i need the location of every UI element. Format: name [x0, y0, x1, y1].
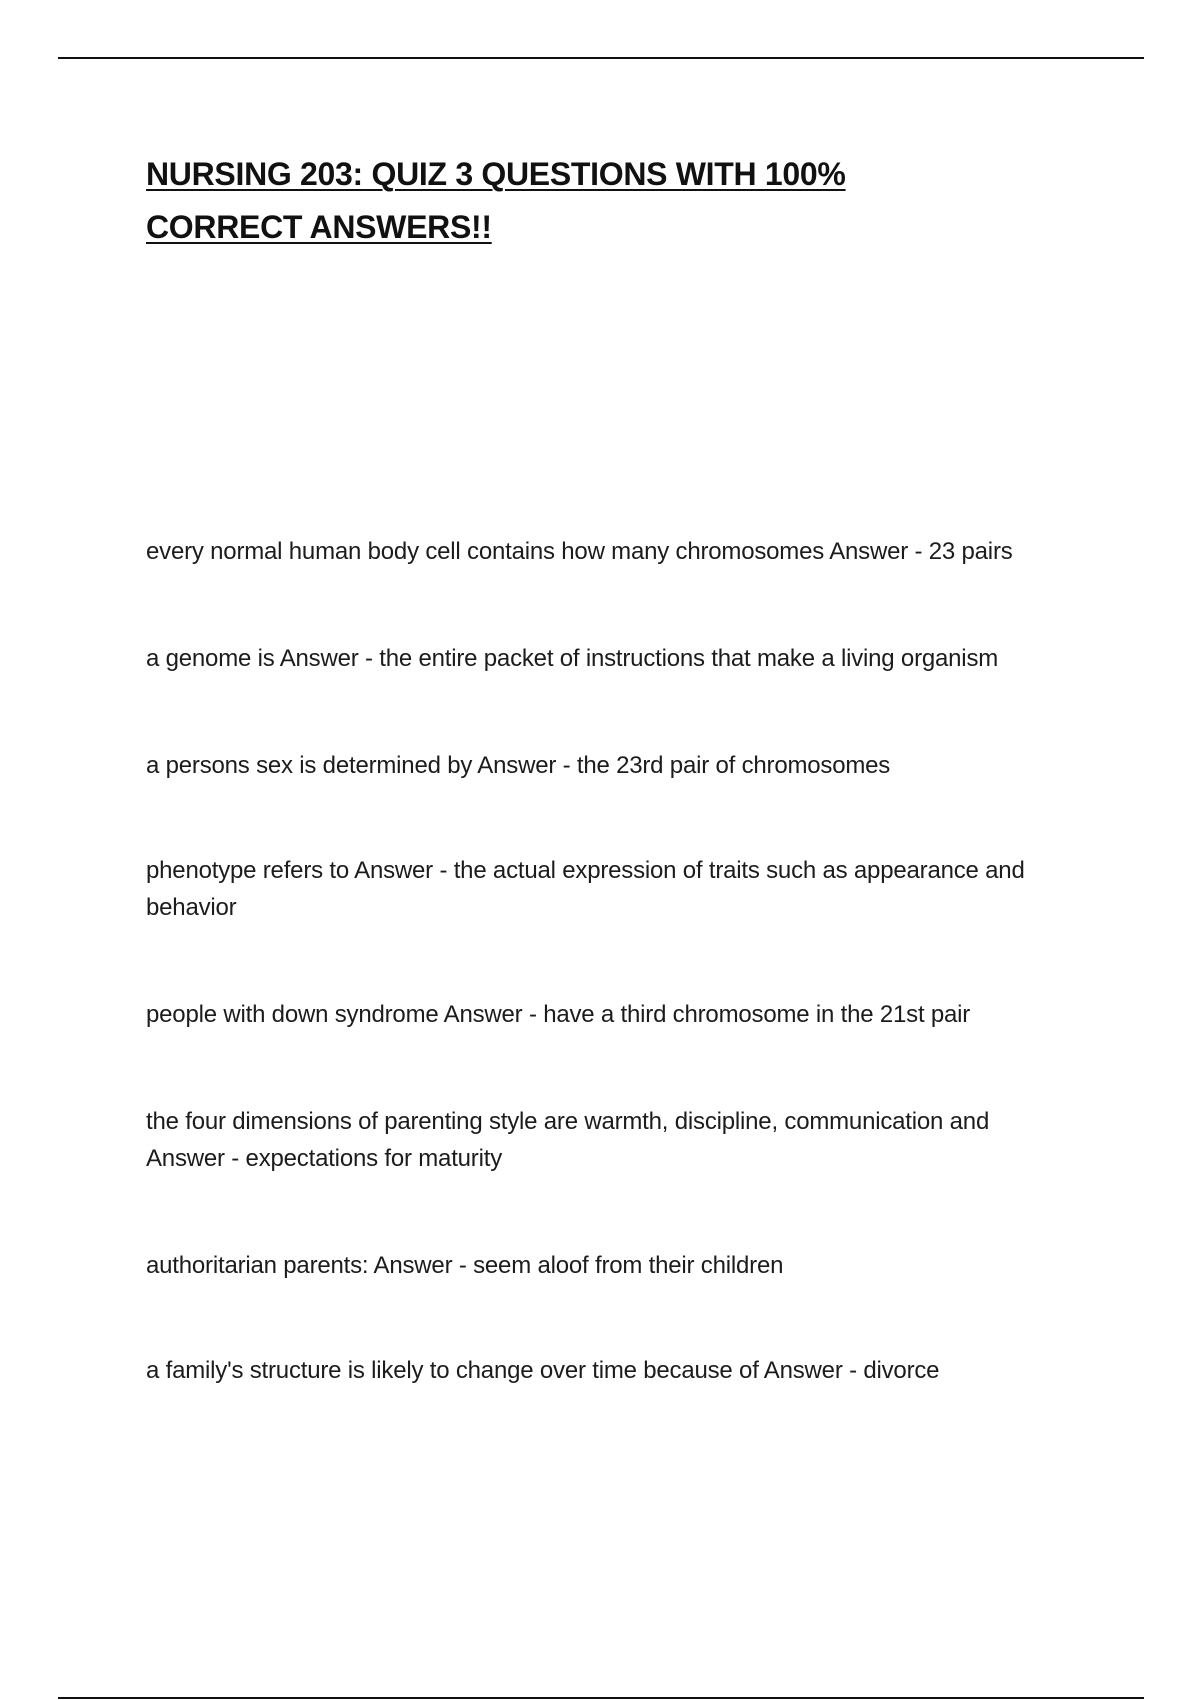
- document-title: [146, 148, 1066, 254]
- title-line-2: CORRECT ANSWERS!!: [146, 209, 492, 245]
- header-rule: [58, 57, 1144, 59]
- title-line-1: NURSING 203: QUIZ 3 QUESTIONS WITH 100%: [146, 156, 846, 192]
- footer-rule: [58, 1697, 1144, 1699]
- qa-item-6: the four dimensions of parenting style are warmth, discipline, communication and Answer - expectations for maturity: [146, 1108, 990, 1172]
- qa-item-2: a genome is Answer - the entire packet of instructions that make a living organism: [146, 645, 999, 672]
- qa-item-5: people with down syndrome Answer - have a third chromosome in the 21st pair: [146, 1001, 971, 1028]
- qa-item-3: a persons sex is determined by Answer - the 23rd pair of chromosomes: [146, 752, 891, 779]
- qa-item-7: authoritarian parents: Answer - seem aloof from their children: [146, 1252, 784, 1279]
- qa-item-1: every normal human body cell contains how many chromosomes Answer - 23 pairs: [146, 538, 1013, 565]
- qa-item-8: a family's structure is likely to change over time because of Answer - divorce: [146, 1357, 940, 1384]
- qa-item-4: phenotype refers to Answer - the actual expression of traits such as appearance and behavior: [146, 857, 1025, 921]
- qa-list: [146, 533, 1046, 1459]
